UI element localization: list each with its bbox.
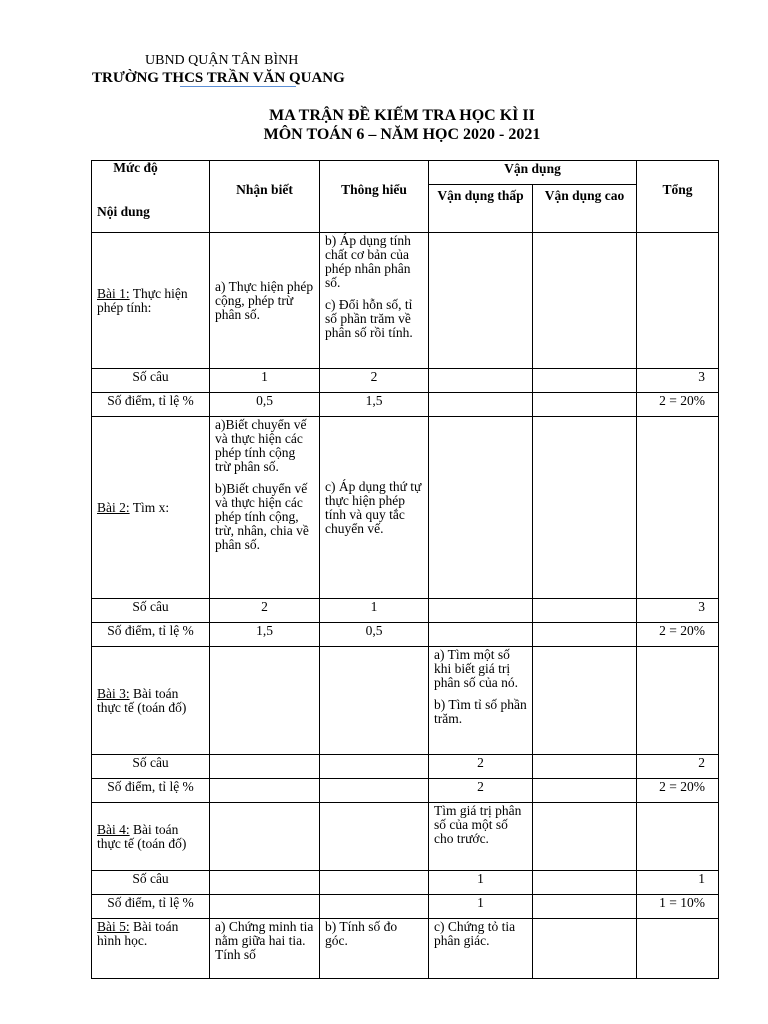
so-diem-label: Số điểm, tỉ lệ % bbox=[92, 623, 210, 647]
bai3-van-dung-a: a) Tìm một số khi biết giá trị phân số của nó. bbox=[434, 647, 518, 690]
cell: 2 bbox=[429, 755, 533, 779]
bai4-van-dung: Tìm giá trị phân số của một số cho trước. bbox=[429, 803, 533, 871]
bai5-label: Bài 5: bbox=[97, 919, 130, 934]
bai3-so-diem-row bbox=[92, 779, 719, 803]
doc-title: MA TRẬN ĐỀ KIẾM TRA HỌC KÌ II bbox=[269, 107, 535, 124]
bai1-nhan-biet: a) Thực hiện phép cộng, phép trừ phân số. bbox=[210, 233, 320, 369]
cell: 1 bbox=[320, 599, 429, 623]
cell bbox=[210, 895, 320, 919]
so-diem-label: Số điểm, tỉ lệ % bbox=[92, 393, 210, 417]
bai1-tong bbox=[637, 233, 719, 369]
cell: 0,5 bbox=[320, 623, 429, 647]
bai3-vdc bbox=[533, 647, 637, 755]
cell bbox=[320, 755, 429, 779]
district-name: UBND QUẬN TÂN BÌNH bbox=[145, 53, 299, 68]
cell: 2 bbox=[320, 369, 429, 393]
bai3-nb bbox=[210, 647, 320, 755]
header-nhan-biet: Nhận biết bbox=[210, 161, 320, 233]
cell bbox=[429, 599, 533, 623]
header-thong-hieu: Thông hiểu bbox=[320, 161, 429, 233]
header-van-dung-thap: Vận dụng thấp bbox=[429, 185, 533, 233]
bai4-th bbox=[320, 803, 429, 871]
cell bbox=[210, 755, 320, 779]
bai4-tong bbox=[637, 803, 719, 871]
cell bbox=[429, 623, 533, 647]
cell bbox=[533, 623, 637, 647]
bai1-thong-hieu-b: b) Áp dụng tính chất cơ bản của phép nhân phân số. bbox=[325, 233, 411, 290]
cell: 2 bbox=[210, 599, 320, 623]
cell bbox=[320, 871, 429, 895]
bai5-thong-hieu: b) Tính số đo góc. bbox=[320, 919, 429, 979]
cell bbox=[320, 779, 429, 803]
bai5-tong bbox=[637, 919, 719, 979]
bai2-vdt bbox=[429, 417, 533, 599]
bai3-label: Bài 3: bbox=[97, 685, 130, 701]
bai5-nhan-biet: a) Chứng minh tia nằm giữa hai tia. Tính số bbox=[210, 919, 320, 979]
cell bbox=[429, 369, 533, 393]
bai4-nb bbox=[210, 803, 320, 871]
cell bbox=[533, 599, 637, 623]
bai1-thong-hieu bbox=[320, 233, 429, 369]
bai4-so-cau-row bbox=[92, 871, 719, 895]
cell: 2 = 20% bbox=[637, 779, 719, 803]
school-name: TRƯỜNG THCS TRẦN VĂN QUANG bbox=[92, 70, 345, 86]
cell bbox=[533, 779, 637, 803]
cell: 1 = 10% bbox=[637, 895, 719, 919]
bai4-so-diem-row bbox=[92, 895, 719, 919]
cell: 1,5 bbox=[210, 623, 320, 647]
bai1-thong-hieu-c: c) Đổi hỗn số, tỉ số phần trăm về phân số rồi tính. bbox=[325, 297, 413, 340]
cell: 2 bbox=[429, 779, 533, 803]
bai1-so-cau-row bbox=[92, 369, 719, 393]
cell: 1 bbox=[429, 871, 533, 895]
cell bbox=[320, 895, 429, 919]
bai4-content bbox=[92, 803, 210, 871]
cell bbox=[533, 755, 637, 779]
bai3-content bbox=[92, 647, 210, 755]
cell: 3 bbox=[637, 369, 719, 393]
bai3-th bbox=[320, 647, 429, 755]
bai2-nhan-biet-b: b)Biết chuyển vế và thực hiện các phép tính cộng, trừ, nhân, chia về phân số. bbox=[215, 481, 309, 552]
bai1-content bbox=[92, 233, 210, 369]
cell: 2 = 20% bbox=[637, 623, 719, 647]
cell: 3 bbox=[637, 599, 719, 623]
bai2-vdc bbox=[533, 417, 637, 599]
bai2-tong bbox=[637, 417, 719, 599]
header-muc-do: Mức độ bbox=[113, 160, 158, 175]
bai1-title: Thực hiện phép tính: bbox=[97, 285, 188, 315]
doc-subtitle: MÔN TOÁN 6 – NĂM HỌC 2020 - 2021 bbox=[263, 126, 541, 143]
cell: 2 bbox=[637, 755, 719, 779]
cell bbox=[210, 779, 320, 803]
matrix-table bbox=[91, 160, 719, 979]
bai4-title: Bài toán thực tế (toán đố) bbox=[97, 821, 187, 851]
bai5-title: Bài toán hình học. bbox=[97, 919, 179, 948]
cell bbox=[533, 393, 637, 417]
bai5-content bbox=[92, 919, 210, 979]
bai2-content bbox=[92, 417, 210, 599]
header-noi-dung: Nội dung bbox=[97, 204, 150, 219]
so-diem-label: Số điểm, tỉ lệ % bbox=[92, 895, 210, 919]
cell: 1 bbox=[429, 895, 533, 919]
cell bbox=[429, 393, 533, 417]
bai2-title: Tìm x: bbox=[129, 499, 170, 515]
so-cau-label: Số câu bbox=[92, 871, 210, 895]
bai2-so-cau-row bbox=[92, 599, 719, 623]
bai4-label: Bài 4: bbox=[97, 821, 130, 837]
bai4-vdc bbox=[533, 803, 637, 871]
bai3-title: Bài toán thực tế (toán đố) bbox=[97, 685, 187, 715]
bai5-vdc bbox=[533, 919, 637, 979]
cell bbox=[533, 369, 637, 393]
bai1-vdt bbox=[429, 233, 533, 369]
bai3-so-cau-row bbox=[92, 755, 719, 779]
bai2-nhan-biet bbox=[210, 417, 320, 599]
so-diem-label: Số điểm, tỉ lệ % bbox=[92, 779, 210, 803]
bai3-van-dung bbox=[429, 647, 533, 755]
bai2-label: Bài 2: bbox=[97, 499, 130, 515]
bai1-label: Bài 1: bbox=[97, 285, 130, 301]
bai1-so-diem-row bbox=[92, 393, 719, 417]
so-cau-label: Số câu bbox=[92, 755, 210, 779]
header-muc-do-noi-dung bbox=[92, 161, 210, 233]
cell: 1 bbox=[637, 871, 719, 895]
bai2-thong-hieu: c) Áp dụng thứ tự thực hiện phép tính và quy tắc chuyển vế. bbox=[320, 417, 429, 599]
school-header bbox=[92, 52, 345, 87]
header-van-dung-cao: Vận dụng cao bbox=[533, 185, 637, 233]
bai1-vdc bbox=[533, 233, 637, 369]
bai2-nhan-biet-a: a)Biết chuyển vế và thực hiện các phép tính cộng trừ phân số. bbox=[215, 417, 307, 474]
cell bbox=[210, 871, 320, 895]
cell: 1,5 bbox=[320, 393, 429, 417]
bai3-tong bbox=[637, 647, 719, 755]
header-tong: Tổng bbox=[637, 161, 719, 233]
school-underline bbox=[180, 86, 296, 87]
so-cau-label: Số câu bbox=[92, 369, 210, 393]
bai2-so-diem-row bbox=[92, 623, 719, 647]
header-van-dung: Vận dụng bbox=[429, 161, 637, 185]
cell bbox=[533, 895, 637, 919]
so-cau-label: Số câu bbox=[92, 599, 210, 623]
cell: 1 bbox=[210, 369, 320, 393]
cell: 2 = 20% bbox=[637, 393, 719, 417]
bai5-van-dung: c) Chứng tỏ tia phân giác. bbox=[429, 919, 533, 979]
cell bbox=[533, 871, 637, 895]
cell: 0,5 bbox=[210, 393, 320, 417]
bai3-van-dung-b: b) Tìm tỉ số phần trăm. bbox=[434, 697, 527, 726]
